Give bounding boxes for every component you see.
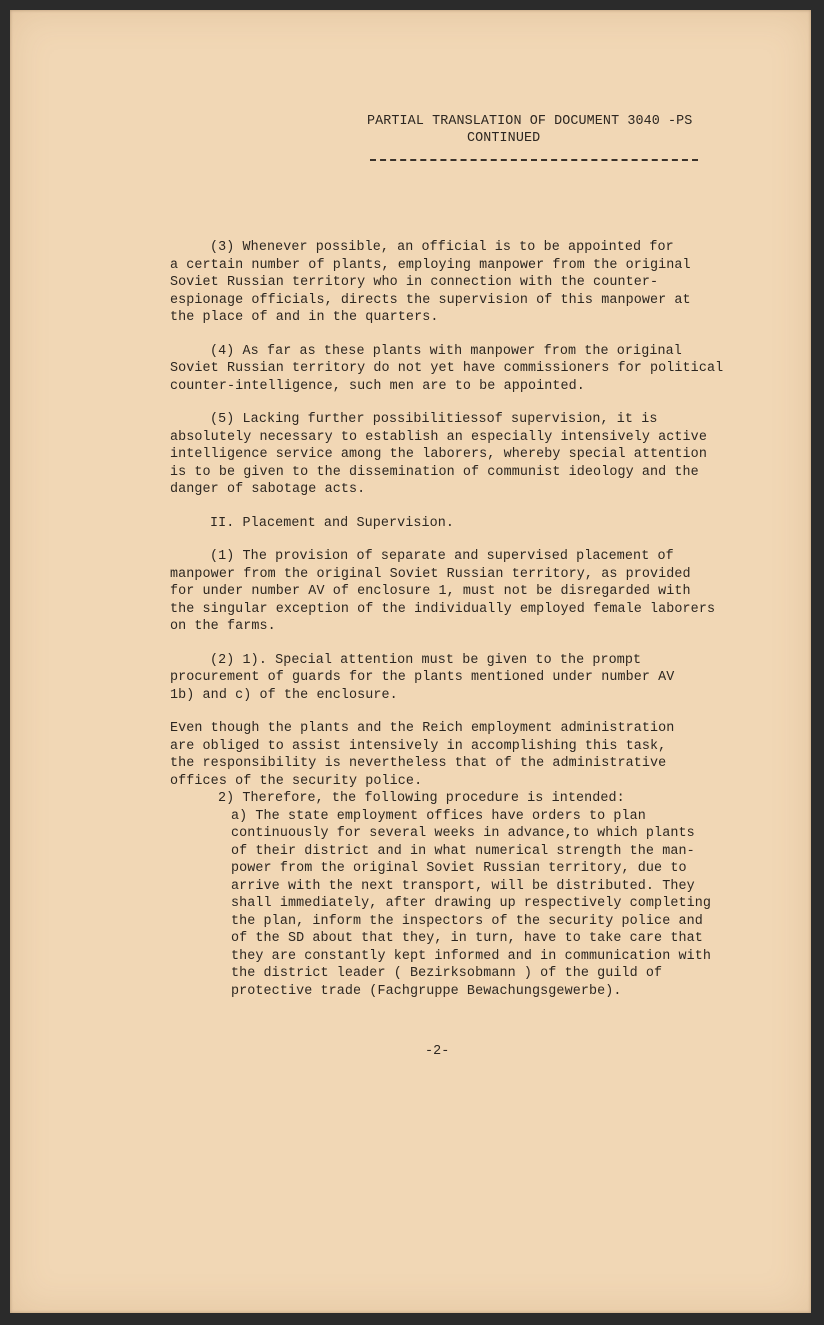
document-body [170,239,750,1000]
document-title: PARTIAL TRANSLATION OF DOCUMENT 3040 -PS [367,114,693,129]
heading-underline-divider [370,159,698,161]
paragraph-4: (4) As far as these plants with manpower from the original Soviet Russian territory do not yet have commissioners for political counter-intelligence, such men are to be appointed. [170,343,724,394]
section-ii-paragraph-2-2-a: a) The state employment offices have orders to plan continuously for several weeks in advance,to which plants of their district and in what numerical strength the man- power from the original Soviet Russian territory, due to arrive with the next transport, will be distributed. They shall immediately, after drawing up respectively completing the plan, inform the inspectors of the security police and of the SD about that they, in turn, have to take care that they are constantly kept informed and in communication with the district leader ( Bezirksobmann ) of the guild of protective trade (Fachgruppe Bewachungsgewerbe). [231,808,712,999]
section-ii-paragraph-2-2: 2) Therefore, the following procedure is intended: [218,791,625,806]
document-heading [367,113,707,147]
section-ii-paragraph-2-1: (2) 1). Special attention must be given to the prompt procurement of guards for the plants mentioned under number AV 1b) and c) of the enclosure. [170,652,675,703]
paragraph-5: (5) Lacking further possibilitiessof supervision, it is absolutely necessary to establish an especially intensively active intelligence service among the laborers, whereby special attention is to be given to the dissemination of communist ideology and the danger of sabotage acts. [170,412,707,497]
section-ii-paragraph-1: (1) The provision of separate and supervised placement of manpower from the original Soviet Russian territory, as provided for under number AV of enclosure 1, must not be disregarded with the singular exception of the individually employed female laborers on the farms. [170,549,716,634]
even-though-paragraph: Even though the plants and the Reich employment administration are obliged to assist intensively in accomplishing this task, the responsibility is nevertheless that of the administrative offices of the security police. [170,721,675,789]
document-subtitle: CONTINUED [467,131,541,146]
document-page [10,10,811,1313]
page-number: -2- [425,1044,450,1059]
paragraph-3: (3) Whenever possible, an official is to be appointed for a certain number of plants, employing manpower from the original Soviet Russian territory who in connection with the counter- espionage officials, directs the supervision of this manpower at the place of and in the quarters. [170,240,691,325]
section-heading-placement: II. Placement and Supervision. [210,515,455,531]
